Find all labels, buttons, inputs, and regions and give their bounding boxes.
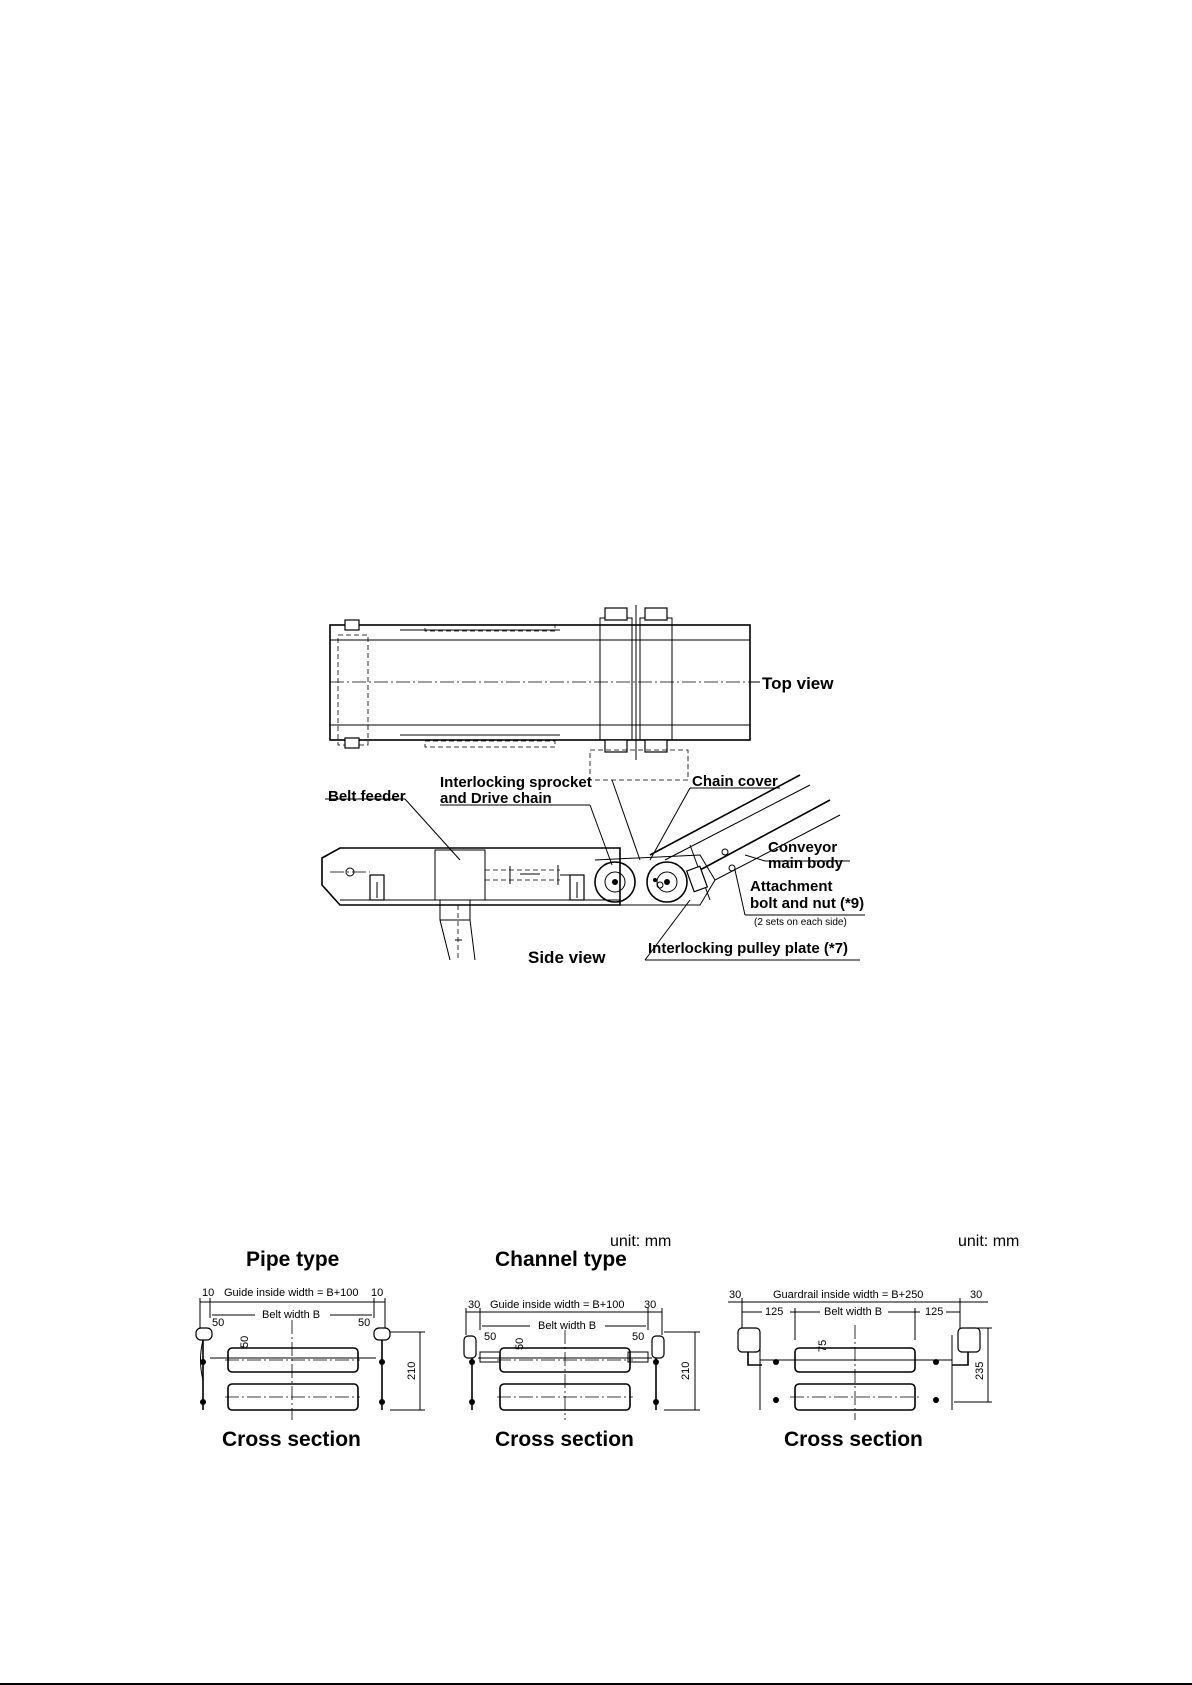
guardrail-belt-width: Belt width B (824, 1306, 883, 1318)
pipe-left-dim: 10 (202, 1287, 215, 1299)
chain-cover-label: Chain cover (692, 773, 778, 790)
sprocket-label-line1: Interlocking sprocket (440, 774, 592, 791)
pipe-vertical-offset: 50 (239, 1335, 251, 1348)
attachment-label-line2: bolt and nut (*9) (750, 895, 865, 912)
guardrail-vertical-offset: 75 (817, 1339, 829, 1352)
guardrail-right-offset: 125 (925, 1306, 944, 1318)
sprocket-label-line2: and Drive chain (440, 790, 552, 807)
channel-right-dim: 30 (644, 1299, 657, 1311)
channel-guide-width: Guide inside width = B+100 (490, 1299, 625, 1311)
top-view-drawing (330, 605, 760, 780)
channel-type-section (464, 1248, 700, 1451)
pipe-belt-width: Belt width B (262, 1309, 321, 1321)
pipe-type-section (196, 1248, 425, 1451)
guardrail-left-dim: 30 (729, 1289, 742, 1301)
channel-title: Channel type (495, 1248, 627, 1271)
pipe-right-offset: 50 (358, 1317, 371, 1329)
guardrail-height: 235 (974, 1361, 986, 1380)
guardrail-guide-width: Guardrail inside width = B+250 (773, 1289, 924, 1301)
pipe-title: Pipe type (246, 1248, 340, 1271)
channel-caption: Cross section (495, 1428, 634, 1451)
pipe-caption: Cross section (222, 1428, 361, 1451)
guardrail-left-offset: 125 (765, 1306, 784, 1318)
channel-left-offset: 50 (484, 1331, 497, 1343)
pipe-left-offset: 50 (212, 1317, 225, 1329)
channel-belt-width: Belt width B (538, 1320, 597, 1332)
guardrail-section (728, 1289, 992, 1451)
conveyor-label-line1: Conveyor (768, 839, 838, 856)
channel-vertical-offset: 50 (514, 1337, 526, 1350)
guardrail-caption: Cross section (784, 1428, 923, 1451)
side-view-label: Side view (528, 948, 606, 967)
channel-height: 210 (680, 1361, 692, 1380)
pulley-plate-label: Interlocking pulley plate (*7) (648, 940, 849, 957)
belt-feeder-label: Belt feeder (328, 788, 406, 805)
pipe-right-dim: 10 (371, 1287, 384, 1299)
pipe-guide-width: Guide inside width = B+100 (224, 1287, 359, 1299)
top-view-label: Top view (762, 674, 834, 693)
channel-left-dim: 30 (468, 1299, 481, 1311)
attachment-label-line1: Attachment (750, 878, 833, 895)
guardrail-right-dim: 30 (970, 1289, 983, 1301)
unit-label-1: unit: mm (610, 1233, 672, 1250)
unit-label-2: unit: mm (958, 1233, 1020, 1250)
pipe-height: 210 (406, 1361, 418, 1380)
attachment-note: (2 sets on each side) (754, 917, 847, 928)
conveyor-label-line2: main body (768, 855, 844, 872)
channel-right-offset: 50 (632, 1331, 645, 1343)
